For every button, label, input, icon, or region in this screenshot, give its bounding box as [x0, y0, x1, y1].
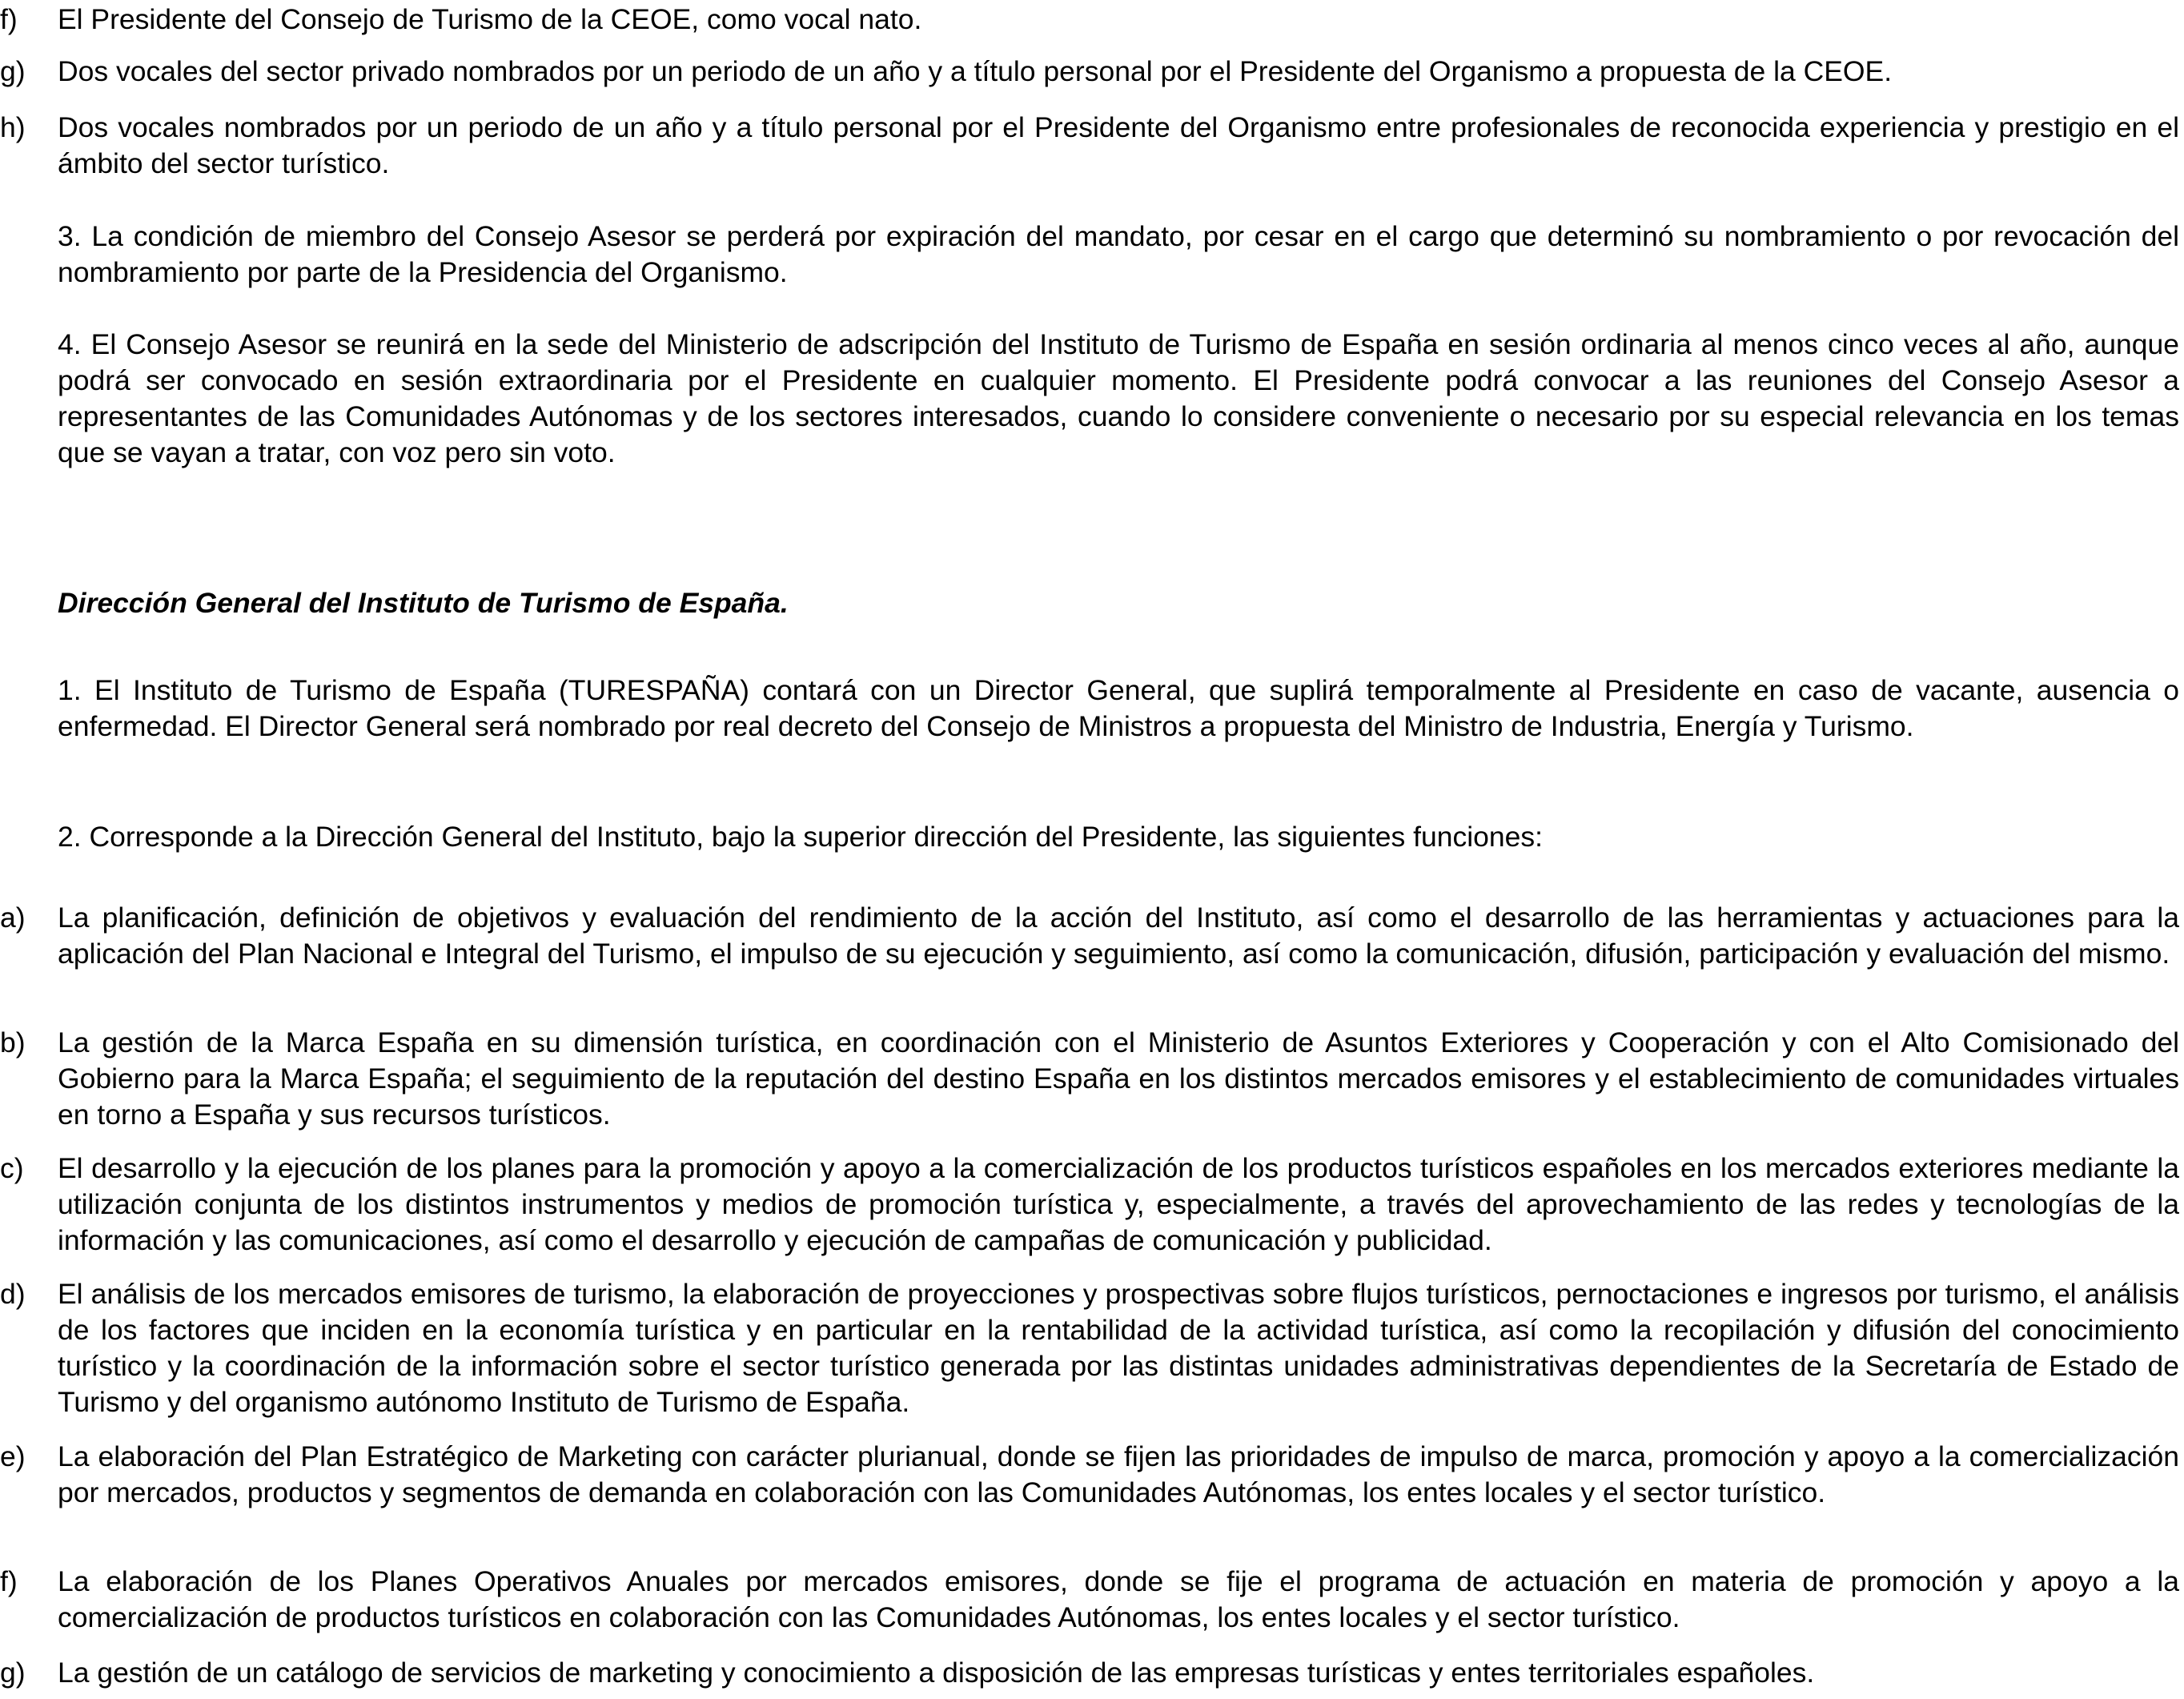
paragraph: 3. La condición de miembro del Consejo Asesor se perderá por expiración del mandato, por cesar en el cargo que determinó su nombramiento o por revocación del nombramiento por parte de la Presidencia del Organismo. [58, 220, 2179, 288]
list-marker: e) [0, 1440, 26, 1472]
list-marker: f) [0, 1565, 18, 1597]
paragraph: 2. Corresponde a la Dirección General del Instituto, bajo la superior dirección del Presidente, las siguientes funciones: [58, 821, 1543, 853]
list-marker: b) [0, 1026, 26, 1058]
list-marker: g) [0, 55, 26, 87]
list-marker: g) [0, 1657, 26, 1689]
section-heading: Dirección General del Instituto de Turismo de España. [58, 587, 789, 619]
list-item-text: La elaboración del Plan Estratégico de Marketing con carácter plurianual, donde se fijen las prioridades de impulso de marca, promoción y apoyo a la comercialización por mercados, productos y segmentos de demanda en colaboración con las Comunidades Autónomas, los entes locales y el sector turístico. [58, 1440, 2179, 1508]
list-item-text: El Presidente del Consejo de Turismo de la CEOE, como vocal nato. [58, 3, 922, 35]
list-marker: a) [0, 902, 26, 934]
paragraph: 1. El Instituto de Turismo de España (TURESPAÑA) contará con un Director General, que suplirá temporalmente al Presidente en caso de vacante, ausencia o enfermedad. El Director General será nombrado por real decreto del Consejo de Ministros a propuesta del Ministro de Industria, Energía y Turismo. [58, 674, 2179, 742]
list-marker: d) [0, 1278, 26, 1310]
list-item-text: El desarrollo y la ejecución de los planes para la promoción y apoyo a la comercialización de los productos turísticos españoles en los mercados exteriores mediante la utilización conjunta de los distintos instrumentos y medios de promoción turística y, especialmente, a través del aprovechamiento de las redes y tecnologías de la información y las comunicaciones, así como el desarrollo y ejecución de campañas de comunicación y publicidad. [58, 1152, 2179, 1256]
list-item-text: La gestión de la Marca España en su dimensión turística, en coordinación con el Ministerio de Asuntos Exteriores y Cooperación y con el Alto Comisionado del Gobierno para la Marca España; el seguimiento de la reputación del destino España en los distintos mercados emisores y el establecimiento de comunidades virtuales en torno a España y sus recursos turísticos. [58, 1026, 2179, 1131]
paragraph: 4. El Consejo Asesor se reunirá en la sede del Ministerio de adscripción del Instituto de Turismo de España en sesión ordinaria al menos cinco veces al año, aunque podrá ser convocado en sesión extraordinaria por el Presidente en cualquier momento. El Presidente podrá convocar a las reuniones del Consejo Asesor a representantes de las Comunidades Autónomas y de los sectores interesados, cuando lo considere conveniente o necesario por su especial relevancia en los temas que se vayan a tratar, con voz pero sin voto. [58, 328, 2179, 468]
list-item-text: La planificación, definición de objetivos y evaluación del rendimiento de la acción del Instituto, así como el desarrollo de las herramientas y actuaciones para la aplicación del Plan Nacional e Integral del Turismo, el impulso de su ejecución y seguimiento, así como la comunicación, difusión, participación y evaluación del mismo. [58, 902, 2179, 970]
list-item-text: La gestión de un catálogo de servicios de marketing y conocimiento a disposición de las empresas turísticas y entes territoriales españoles. [58, 1657, 1815, 1689]
list-marker: c) [0, 1152, 24, 1184]
list-marker: h) [0, 111, 26, 143]
list-item-text: El análisis de los mercados emisores de turismo, la elaboración de proyecciones y prospectivas sobre flujos turísticos, pernoctaciones e ingresos por turismo, el análisis de los factores que inciden en la economía turística y en particular en la rentabilidad de la actividad turística, así como la recopilación y difusión del conocimiento turístico y la coordinación de la información sobre el sector turístico generada por las distintas unidades administrativas dependientes de la Secretaría de Estado de Turismo y del organismo autónomo Instituto de Turismo de España. [58, 1278, 2179, 1418]
list-item-text: Dos vocales del sector privado nombrados por un periodo de un año y a título personal por el Presidente del Organismo a propuesta de la CEOE. [58, 55, 1893, 87]
list-item-text: La elaboración de los Planes Operativos Anuales por mercados emisores, donde se fije el programa de actuación en materia de promoción y apoyo a la comercialización de productos turísticos en colaboración con las Comunidades Autónomas, los entes locales y el sector turístico. [58, 1565, 2179, 1633]
list-marker: f) [0, 3, 18, 35]
list-item-text: Dos vocales nombrados por un periodo de un año y a título personal por el Presidente del Organismo entre profesionales de reconocida experiencia y prestigio en el ámbito del sector turístico. [58, 111, 2179, 179]
